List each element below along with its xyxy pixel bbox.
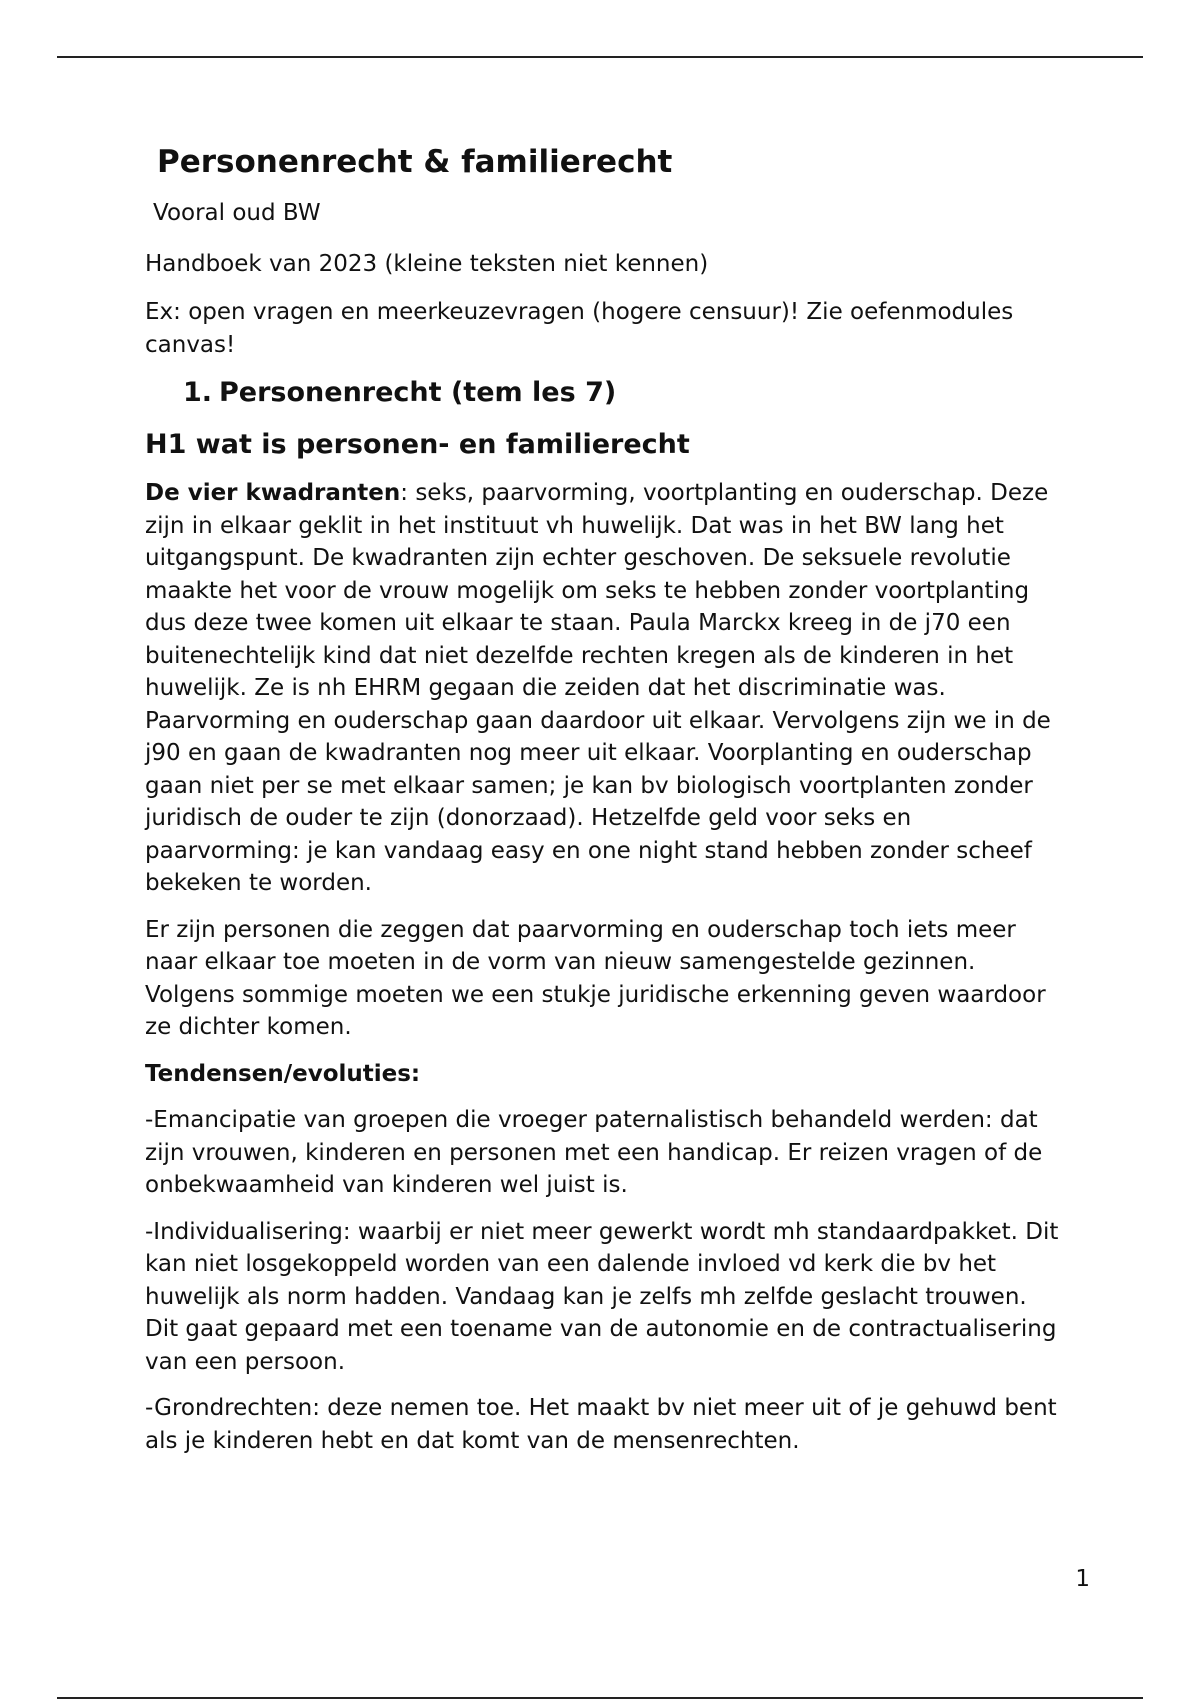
tendens-paragraph: -Individualisering: waarbij er niet meer gewerkt wordt mh standaardpakket. Dit kan niet losgekoppeld worden van een dalende invloed vd kerk die bv het huwelijk als norm hadden. Vandaag kan je zelfs mh zelfde geslacht trouwen. Dit gaat gepaard met een toename van de autonomie en de contractualisering van een persoon. bbox=[145, 1218, 1059, 1375]
document-subtitle: Vooral oud BW bbox=[153, 200, 321, 226]
kwadranten-paragraph bbox=[145, 477, 1065, 900]
tendens-paragraph: -Emancipatie van groepen die vroeger paternalistisch behandeld werden: dat zijn vrouwen, kinderen en personen met een handicap. Er reizen vragen of de onbekwaamheid van kinderen wel juist is. bbox=[145, 1107, 1043, 1198]
kwadranten-text: : seks, paarvorming, voortplanting en ouderschap. Deze zijn in elkaar geklit in het instituut vh huwelijk. Dat was in het BW lang het uitgangspunt. De kwadranten zijn echter geschoven. De seksuele revolutie maakte het voor de vrouw mogelijk om seks te hebben zonder voortplanting dus deze twee komen uit elkaar te staan. Paula Marckx kreeg in de j70 een buitenechtelijk kind dat niet dezelfde rechten kregen als de kinderen in het huwelijk. Ze is nh EHRM gegaan die zeiden dat het discriminatie was. Paarvorming en ouderschap gaan daardoor uit elkaar. Vervolgens zijn we in de j90 en gaan de kwadranten nog meer uit elkaar. Voorplanting en ouderschap gaan niet per se met elkaar samen; je kan bv biologisch voortplanten zonder juridisch de ouder te zijn (donorzaad). Hetzelfde geld voor seks en paarvorming: je kan vandaag easy en one night stand hebben zonder scheef bekeken te worden. bbox=[145, 480, 1051, 896]
kwadranten-term: De vier kwadranten bbox=[145, 480, 401, 506]
header-rule bbox=[57, 56, 1143, 58]
page-content bbox=[145, 135, 1065, 1457]
intro-paragraph: Ex: open vragen en meerkeuzevragen (hogere censuur)! Zie oefenmodules canvas! bbox=[145, 299, 1014, 358]
footer-rule bbox=[57, 1697, 1143, 1699]
section-heading bbox=[183, 375, 1065, 411]
page-number: 1 bbox=[1075, 1566, 1090, 1592]
chapter-heading: H1 wat is personen- en familierecht bbox=[145, 429, 690, 460]
tendens-paragraph: -Grondrechten: deze nemen toe. Het maakt bv niet meer uit of je gehuwd bent als je kinderen hebt en dat komt van de mensenrechten. bbox=[145, 1395, 1057, 1454]
section-title: Personenrecht (tem les 7) bbox=[219, 377, 617, 408]
document-title: Personenrecht & familierecht bbox=[157, 144, 673, 180]
tendensen-heading: Tendensen/evoluties: bbox=[145, 1060, 421, 1087]
intro-paragraph: Handboek van 2023 (kleine teksten niet kennen) bbox=[145, 250, 709, 277]
section-number: 1. bbox=[183, 377, 213, 408]
body-paragraph: Er zijn personen die zeggen dat paarvorming en ouderschap toch iets meer naar elkaar toe moeten in de vorm van nieuw samengestelde gezinnen. Volgens sommige moeten we een stukje juridische erkenning geven waardoor ze dichter komen. bbox=[145, 916, 1046, 1040]
